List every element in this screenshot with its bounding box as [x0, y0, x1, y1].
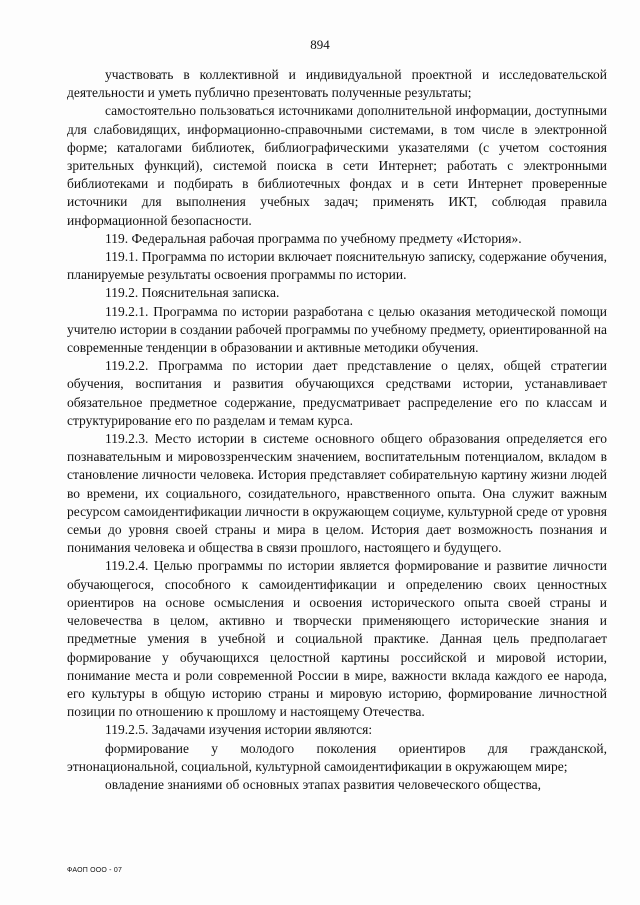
- document-body: [67, 66, 607, 794]
- paragraph: 119.2.3. Место истории в системе основного общего образования определяется его познавательным и мировоззренческим значением, воспитательным потенциалом, вкладом в становление личности человека. История представляет собирательную картину жизни людей во времени, их социального, созидательного, нравственного опыта. Она служит важным ресурсом самоидентификации личности в окружающем социуме, культурной среде от уровня семьи до уровня своей страны и мира в целом. История дает возможность познания и понимания человека и общества в связи прошлого, настоящего и будущего.: [67, 431, 607, 556]
- page-number: 894: [310, 37, 330, 52]
- document-footer-code: ФАОП ООО - 07: [67, 867, 123, 874]
- paragraph: 119.2.4. Целью программы по истории является формирование и развитие личности обучающегося, способного к самоидентификации и определению своих ценностных ориентиров на основе осмысления и освоения исторического опыта своей страны и человечества в целом, активно и творчески применяющего исторические знания и предметные умения в учебной и социальной практике. Данная цель предполагает формирование у обучающихся целостной картины российской и мировой истории, понимание места и роли современной России в мире, важности вклада каждого ее народа, его культуры в общую историю страны и мировую историю, формирование личностной позиции по отношению к прошлому и настоящему Отечества.: [67, 558, 607, 720]
- paragraph: 119.2.1. Программа по истории разработана с целью оказания методической помощи учителю истории в создании рабочей программы по учебному предмету, ориентированной на современные тенденции в образовании и активные методики обучения.: [67, 303, 607, 356]
- section-heading: 119. Федеральная рабочая программа по учебному предмету «История».: [105, 230, 522, 246]
- list-item: овладение знаниями об основных этапах развития человеческого общества,: [105, 776, 542, 792]
- list-item: формирование у молодого поколения ориентиров для гражданской, этнонациональной, социальной, культурной самоидентификации в окружающем мире;: [67, 740, 607, 774]
- paragraph: 119.2.2. Программа по истории дает представление о целях, общей стратегии обучения, воспитания и развития обучающихся средствами истории, устанавливает обязательное предметное содержание, предусматривает распределение его по классам и структурирование его по разделам и темам курса.: [67, 358, 607, 428]
- paragraph: 119.2.5. Задачами изучения истории являются:: [105, 722, 373, 738]
- paragraph: 119.1. Программа по истории включает пояснительную записку, содержание обучения, планируемые результаты освоения программы по истории.: [67, 249, 607, 283]
- section-heading: 119.2. Пояснительная записка.: [105, 285, 280, 301]
- paragraph: самостоятельно пользоваться источниками дополнительной информации, доступными для слабовидящих, информационно-справочными системами, в том числе в электронной форме; каталогами библиотек, библиографическими указателями (с учетом состояния зрительных функций), системой поиска в сети Интернет; работать с электронными библиотеками и подбирать в библиотечных фондах и в сети Интернет проверенные источники для выполнения учебных задач; применять ИКТ, соблюдая правила информационной безопасности.: [67, 103, 607, 228]
- paragraph: участвовать в коллективной и индивидуальной проектной и исследовательской деятельности и уметь публично презентовать полученные результаты;: [67, 67, 607, 101]
